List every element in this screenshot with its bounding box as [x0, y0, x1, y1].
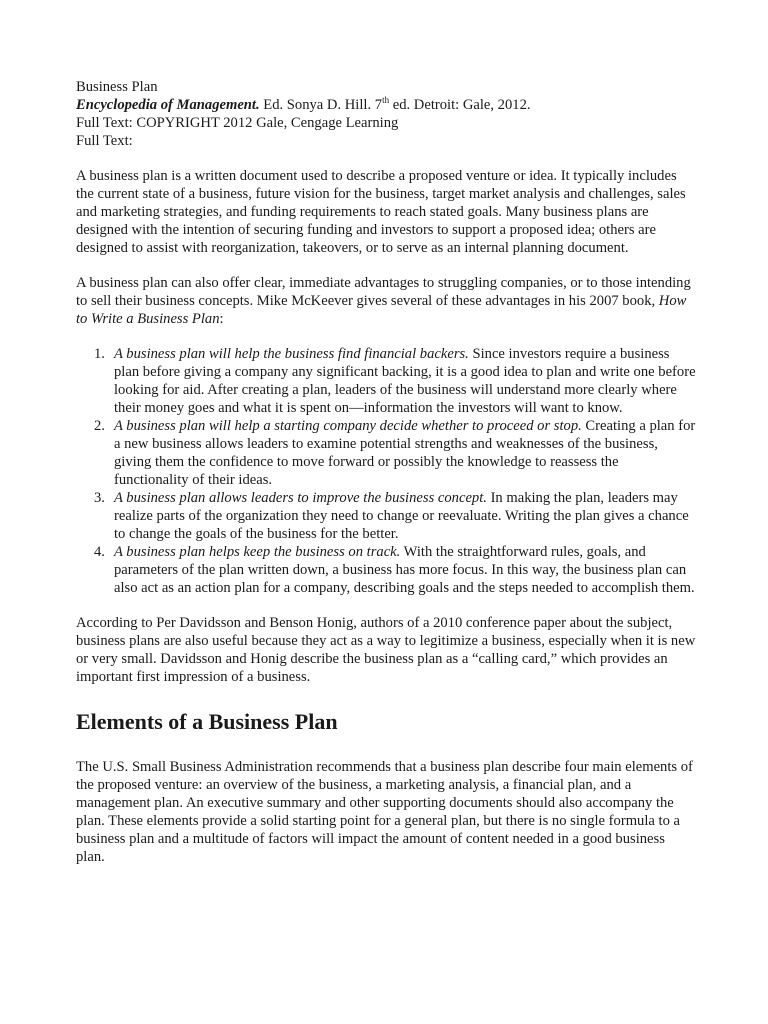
book-title: How to Write a Business Plan [76, 293, 687, 327]
list-item-lead: A business plan allows leaders to improve the business concept. [114, 490, 487, 506]
edition-superscript: th [382, 95, 390, 105]
list-item-text: Creating a plan for a new business allows leaders to examine potential strengths and weaknesses of the business, giving them the confidence to move forward or possibly the knowledge to reassess the functionality of their ideas. [114, 418, 696, 488]
list-item [76, 543, 696, 597]
paragraph-legitimize: According to Per Davidsson and Benson Honig, authors of a 2010 conference paper about the subject, business plans are also useful because they act as a way to legitimize a business, especially when it is new or very small. Davidsson and Honig describe the business plan as a “calling card,” which provides an important first impression of a business. [76, 615, 696, 685]
fulltext-label: Full Text: [76, 133, 133, 149]
doc-title: Business Plan [76, 79, 158, 95]
source-citation [76, 96, 696, 114]
list-item-lead: A business plan helps keep the business on track. [114, 544, 401, 560]
advantages-list [76, 345, 696, 597]
list-item [76, 345, 696, 417]
paragraph-elements: The U.S. Small Business Administration recommends that a business plan describe four main elements of the proposed venture: an overview of the business, a marketing analysis, a financial plan, and a management plan. An executive summary and other supporting documents should also accompany the plan. These elements provide a solid starting point for a general plan, but there is no single formula to a business plan and a multitude of factors will impact the amount of content needed in a good business plan. [76, 759, 693, 865]
source-publisher: ed. Detroit: Gale, 2012. [389, 97, 531, 113]
copyright-line: Full Text: COPYRIGHT 2012 Gale, Cengage Learning [76, 115, 399, 131]
source-title: Encyclopedia of Management. [76, 97, 260, 113]
list-item-text: In making the plan, leaders may realize parts of the organization they need to change or reevaluate. Writing the plan gives a chance to change the goals of the business for the better. [114, 490, 689, 542]
paragraph-intro: A business plan is a written document used to describe a proposed venture or idea. It typically includes the current state of a business, future vision for the business, target market analysis and challenges, sales and marketing strategies, and funding requirements to reach stated goals. Many business plans are designed with the intention of securing funding and investors to support a proposed idea; others are designed to assist with reorganization, takeovers, or to serve as an internal planning document. [76, 168, 686, 256]
source-editor: Ed. Sonya D. Hill. 7 [259, 97, 383, 113]
list-item-lead: A business plan will help a starting company decide whether to proceed or stop. [114, 418, 582, 434]
paragraph-advantages [76, 274, 696, 328]
list-item-lead: A business plan will help the business find financial backers. [114, 346, 469, 362]
document-body [76, 78, 696, 866]
list-item-text: With the straightforward rules, goals, and parameters of the plan written down, a business has more focus. In this way, the business plan can also act as an action plan for a company, describing goals and the steps needed to accomplish them. [114, 544, 695, 596]
section-heading: Elements of a Business Plan [76, 709, 338, 734]
list-item [76, 417, 696, 489]
list-number: 2. [94, 418, 105, 434]
list-item-text: Since investors require a business plan before giving a company any significant backing, it is a good idea to plan and write one before looking for aid. After creating a plan, leaders of the business will understand more clearly where their money goes and what it is spent on—information the investors will want to know. [114, 346, 696, 416]
list-item [76, 489, 696, 543]
paragraph-advantages-text: A business plan can also offer clear, immediate advantages to struggling companies, or to those intending to sell their business concepts. Mike McKeever gives several of these advantages in his 2007 book, [76, 275, 691, 309]
list-number: 4. [94, 544, 105, 560]
paragraph-advantages-colon: : [219, 311, 224, 327]
list-number: 3. [94, 490, 105, 506]
list-number: 1. [94, 346, 105, 362]
